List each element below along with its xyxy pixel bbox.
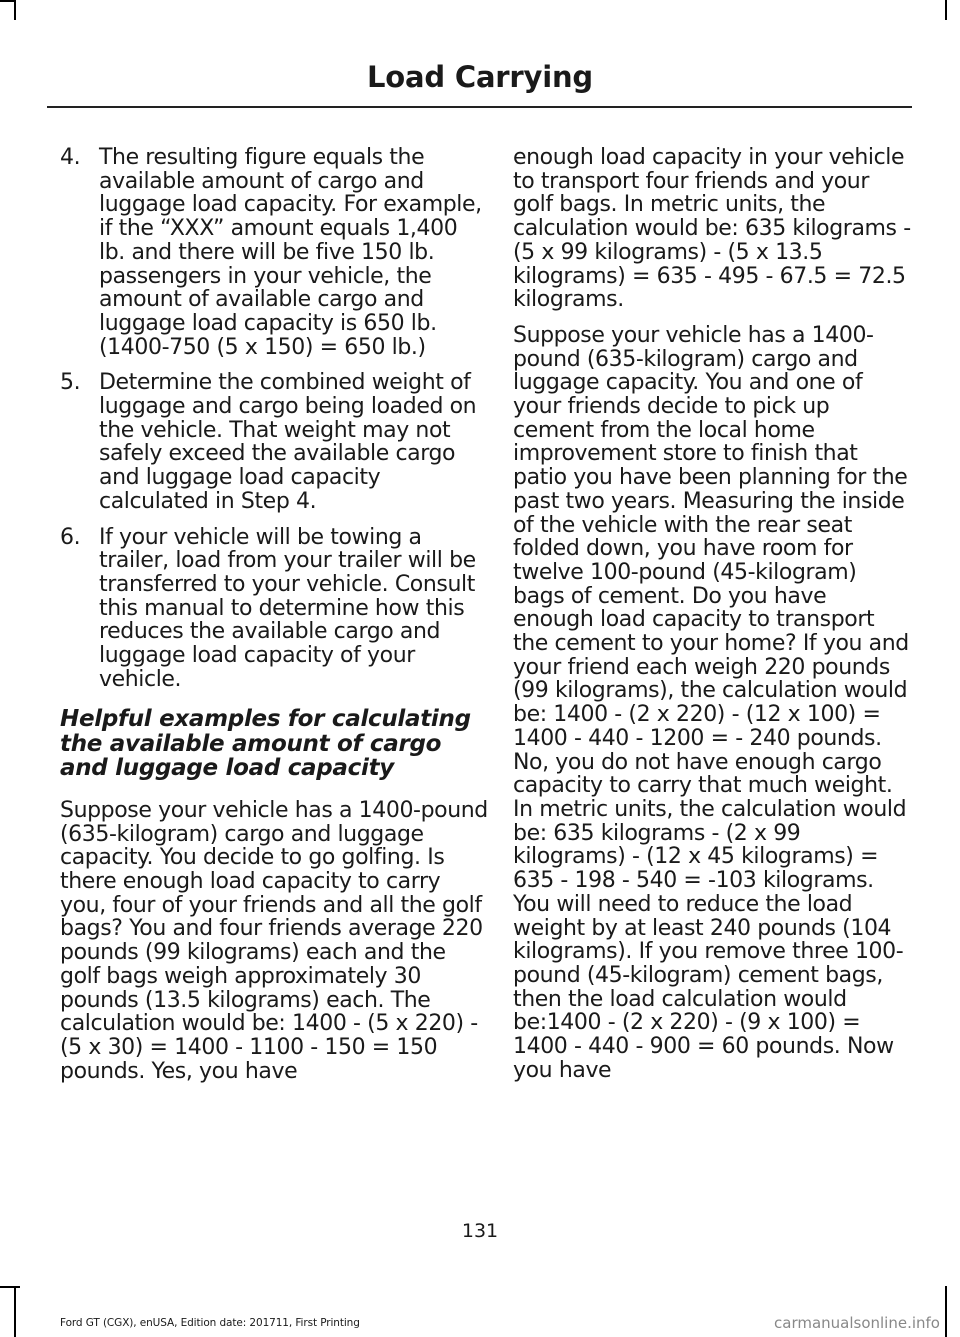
watermark: carmanualsonline.info xyxy=(774,1314,940,1332)
crop-mark xyxy=(0,0,14,2)
list-item-text: Determine the combined weight of luggage and cargo being loaded on the vehicle. That weight may not safely exceed the available cargo and luggage load capacity calculated in Step 4. xyxy=(99,370,477,514)
crop-mark xyxy=(14,0,16,20)
left-column xyxy=(60,146,488,1095)
list-item-number: 5. xyxy=(60,370,81,396)
list-item xyxy=(60,146,488,359)
right-column xyxy=(513,146,913,1094)
crop-mark xyxy=(0,1286,20,1288)
body-paragraph: enough load capacity in your vehicle to transport four friends and your golf bags. In metric units, the calculation would be: 635 kilograms - (5 x 99 kilograms) - (5 x 13.5 kilograms) = 635 - 495 - 67.5 = 72.5 kilograms. xyxy=(513,145,911,313)
list-item xyxy=(60,526,488,692)
list-item-text: If your vehicle will be towing a trailer, load from your trailer will be transferred to your vehicle. Consult this manual to determine how this reduces the available cargo and luggage load capacity of your vehicle. xyxy=(99,524,476,692)
crop-mark xyxy=(945,1286,947,1337)
page-number: 131 xyxy=(461,1220,499,1242)
body-paragraph: Suppose your vehicle has a 1400-pound (635-kilogram) cargo and luggage capacity. You decide to go golfing. Is there enough load capacity to carry you, four of your friends and all the golf bags? You and four friends average 220 pounds (99 kilograms) each and the golf bags weigh approximately 30 pounds (13.5 kilograms) each. The calculation would be: 1400 - (5 x 220) - (5 x 30) = 1400 - 1100 - 150 = 150 pounds. Yes, you have xyxy=(60,797,488,1084)
crop-mark xyxy=(945,0,947,20)
footer-edition-info: Ford GT (CGX), enUSA, Edition date: 201711, First Printing xyxy=(60,1317,360,1329)
section-subheading: Helpful examples for calculating the available amount of cargo and luggage load capacity xyxy=(60,706,471,782)
list-item-text: The resulting figure equals the available amount of cargo and luggage load capacity. For example, if the “XXX” amount equals 1,400 lb. and there will be five 150 lb. passengers in your vehicle, the amount of available cargo and luggage load capacity is 650 lb. (1400-750 (5 x 150) = 650 lb.) xyxy=(99,145,482,360)
list-item-number: 4. xyxy=(60,145,81,170)
list-item xyxy=(60,371,488,513)
header-divider xyxy=(47,106,912,108)
crop-mark xyxy=(14,1286,16,1337)
body-paragraph: Suppose your vehicle has a 1400-pound (635-kilogram) cargo and luggage capacity. You and one of your friends decide to pick up cement from the local home improvement store to finish that patio you have been planning for the past two years. Measuring the inside of the vehicle with the rear seat folded down, you have room for twelve 100-pound (45-kilogram) bags of cement. Do you have enough load capacity to transport the cement to your home? If you and your friend each weigh 220 pounds (99 kilograms), the calculation would be: 1400 - (2 x 220) - (12 x 100) = 1400 - 440 - 1200 = - 240 pounds. No, you do not have enough cargo capacity to carry that much weight. In metric units, the calculation would be: 635 kilograms - (2 x 99 kilograms) - (12 x 45 kilograms) = 635 - 198 - 540 = -103 kilograms. You will need to reduce the load weight by at least 240 pounds (104 kilograms). If you remove three 100-pound (45-kilogram) cement bags, then the load calculation would be:1400 - (2 x 220) - (9 x 100) = 1400 - 440 - 900 = 60 pounds. Now you have xyxy=(513,322,909,1083)
page-title: Load Carrying xyxy=(367,60,593,94)
list-item-number: 6. xyxy=(60,524,81,550)
